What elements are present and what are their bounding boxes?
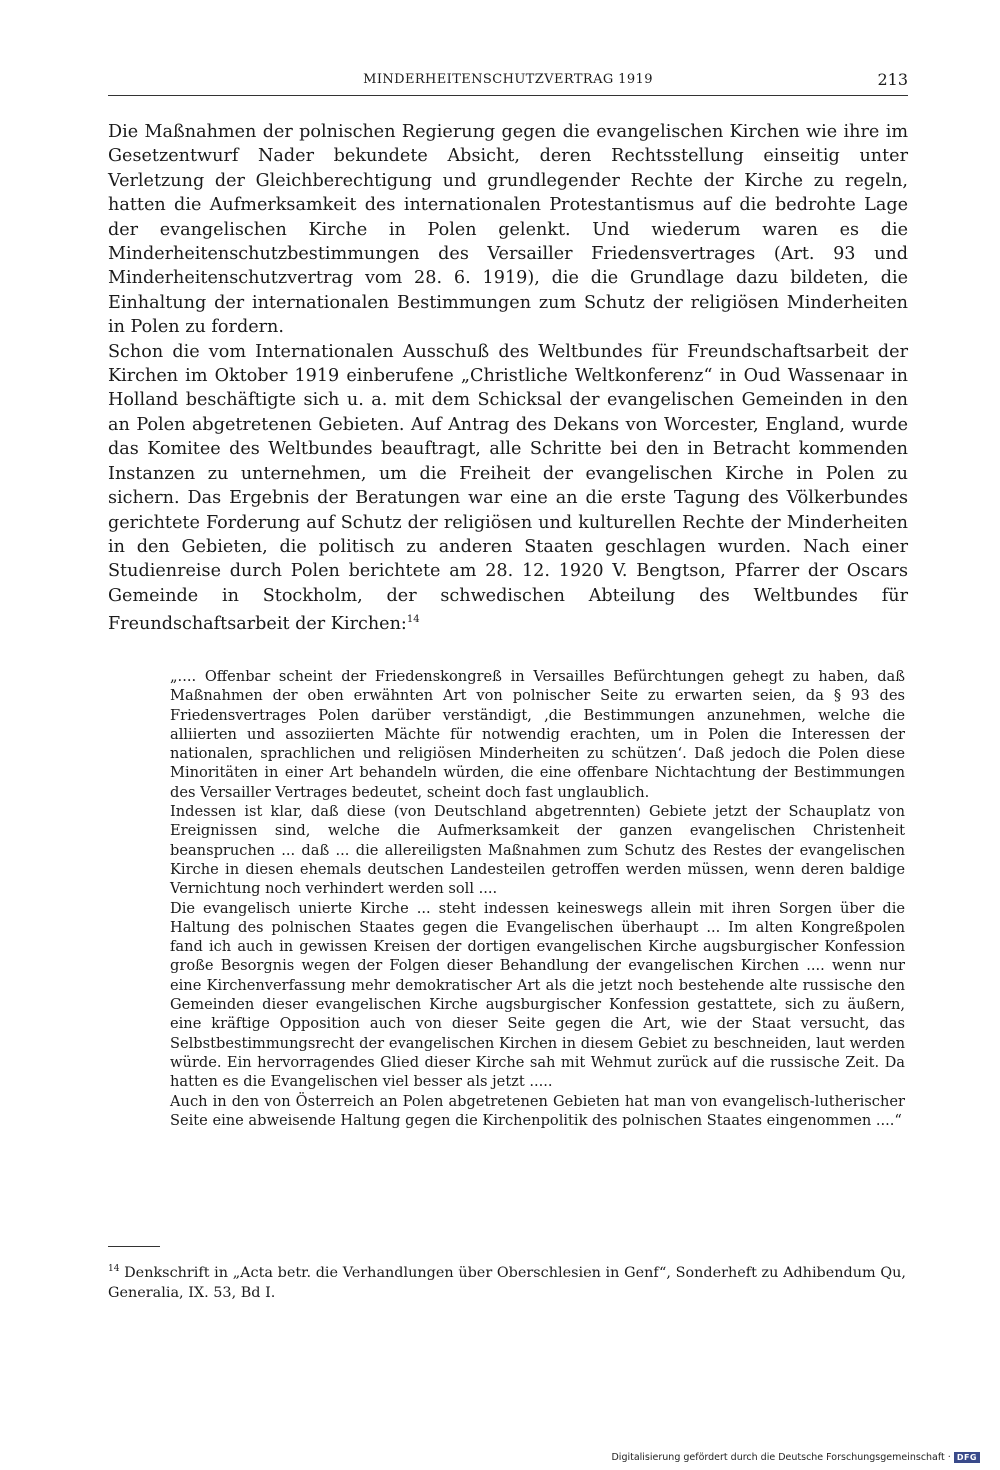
quote-paragraph-4: Auch in den von Österreich an Polen abgetretenen Gebieten hat man von evangelisch-lutherischer Seite eine abweisende Haltung gegen die Kirchenpolitik des polnischen Staates eingenommen ....“ (170, 1092, 905, 1129)
page-header (108, 72, 908, 96)
funding-note (611, 1452, 980, 1463)
footnote-text: Denkschrift in „Acta betr. die Verhandlungen über Oberschlesien in Genf“, Sonderheft zu Adhibendum Qu, Generalia, IX. 53, Bd I. (108, 1264, 906, 1301)
quote-paragraph-3: Die evangelisch unierte Kirche ... steht indessen keineswegs allein mit ihren Sorgen über die Haltung des polnischen Staates gegen die Evangelischen überhaupt ... Im alten Kongreßpolen fand ich auch in gewissen Kreisen der dortigen evangelischen Kirche augsburgischer Konfession große Besorgnis wegen der Folgen dieser Behandlung der evangelischen Kirchen .... wenn nur eine Kirchenverfassung mehr demokratischer Art als die jetzt noch bestehende alte russische den Gemeinden dieser evangelischen Kirche augsburgischer Konfession gestattete, sich zu äußern, eine kräftige Opposition auch von dieser Seite gegen die Art, wie der Staat versucht, das Selbstbestimmungsrecht der evangelischen Kirchen in diesem Gebiet zu beschneiden, laut werden würde. Ein hervorragendes Glied dieser Kirche sah mit Wehmut zurück auf die russische Zeit. Da hatten es die Evangelischen viel besser als jetzt ..... (170, 899, 905, 1091)
footnote-rule (108, 1246, 160, 1247)
body-paragraph-2 (108, 340, 908, 637)
funding-note-text: Digitalisierung gefördert durch die Deutsche Forschungsgemeinschaft · (611, 1452, 951, 1463)
body-paragraph-1: Die Maßnahmen der polnischen Regierung gegen die evangelischen Kirchen wie ihre im Gesetzentwurf Nader bekundete Absicht, deren Rechtsstellung einseitig unter Verletzung der Gleichberechtigung und grundlegender Rechte der Kirche zu regeln, hatten die Aufmerksamkeit des internationalen Protestantismus auf die bedrohte Lage der evangelischen Kirche in Polen gelenkt. Und wiederum waren es die Minderheitenschutzbestimmungen des Versailler Friedensvertrages (Art. 93 und Minderheitenschutzvertrag vom 28. 6. 1919), die die Grundlage dazu bildeten, die Einhaltung der internationalen Bestimmungen zum Schutz der religiösen Minderheiten in Polen zu fordern. (108, 122, 908, 338)
footnote (108, 1259, 906, 1303)
footnote-reference[interactable]: 14 (406, 614, 420, 626)
page-number: 213 (877, 70, 908, 89)
block-quote (170, 667, 905, 1130)
dfg-logo-icon: DFG (954, 1452, 980, 1463)
quote-paragraph-1: „.... Offenbar scheint der Friedenskongreß in Versailles Befürchtungen gehegt zu haben, daß Maßnahmen der oben erwähnten Art von polnischer Seite zu erwarten seien, da § 93 des Friedensvertrages Polen darüber verständigt, ‚die Bestimmungen anzunehmen, welche die alliierten und assoziierten Mächte für notwendig erachten, um in Polen die Interessen der nationalen, sprachlichen und religiösen Minderheiten zu schützen‘. Daß jedoch die Polen diese Minoritäten in einer Art behandeln würden, die eine offenbare Nichtachtung der Bestimmungen des Versailler Vertrages bedeutet, scheint doch fast unglaublich. (170, 668, 905, 801)
body-text (108, 120, 908, 636)
header-rule (108, 95, 908, 96)
quote-paragraph-2: Indessen ist klar, daß diese (von Deutschland abgetrennten) Gebiete jetzt der Schauplatz von Ereignissen sind, welche die Aufmerksamkeit der ganzen evangelischen Christenheit beanspruchen ... daß ... die allereiligsten Maßnahmen zum Schutz des Restes der evangelischen Kirche in diesen ehemals deutschen Landesteilen getroffen werden müssen, wenn deren baldige Vernichtung noch verhindert werden soll .... (170, 803, 905, 898)
body-paragraph-2-text: Schon die vom Internationalen Ausschuß des Weltbundes für Freundschaftsarbeit der Kirchen im Oktober 1919 einberufene „Christliche Weltkonferenz“ in Oud Wassenaar in Holland beschäftigte sich u. a. mit dem Schicksal der evangelischen Gemeinden in den an Polen abgetretenen Gebieten. Auf Antrag des Dekans von Worcester, England, wurde das Komitee des Weltbundes beauftragt, alle Schritte bei den in Betracht kommenden Instanzen zu unternehmen, um die Freiheit der evangelischen Kirche in Polen zu sichern. Das Ergebnis der Beratungen war eine an die erste Tagung des Völkerbundes gerichtete Forderung auf Schutz der religiösen und kulturellen Rechte der Minderheiten in den Gebieten, die politisch zu anderen Staaten geschlagen wurden. Nach einer Studienreise durch Polen berichtete am 28. 12. 1920 V. Bengtson, Pfarrer der Oscars Gemeinde in Stockholm, der schwedischen Abteilung des Weltbundes für Freundschaftsarbeit der Kirchen: (108, 341, 908, 634)
running-title: MINDERHEITENSCHUTZVERTRAG 1919 (363, 72, 653, 87)
footnote-number: 14 (108, 1264, 120, 1274)
